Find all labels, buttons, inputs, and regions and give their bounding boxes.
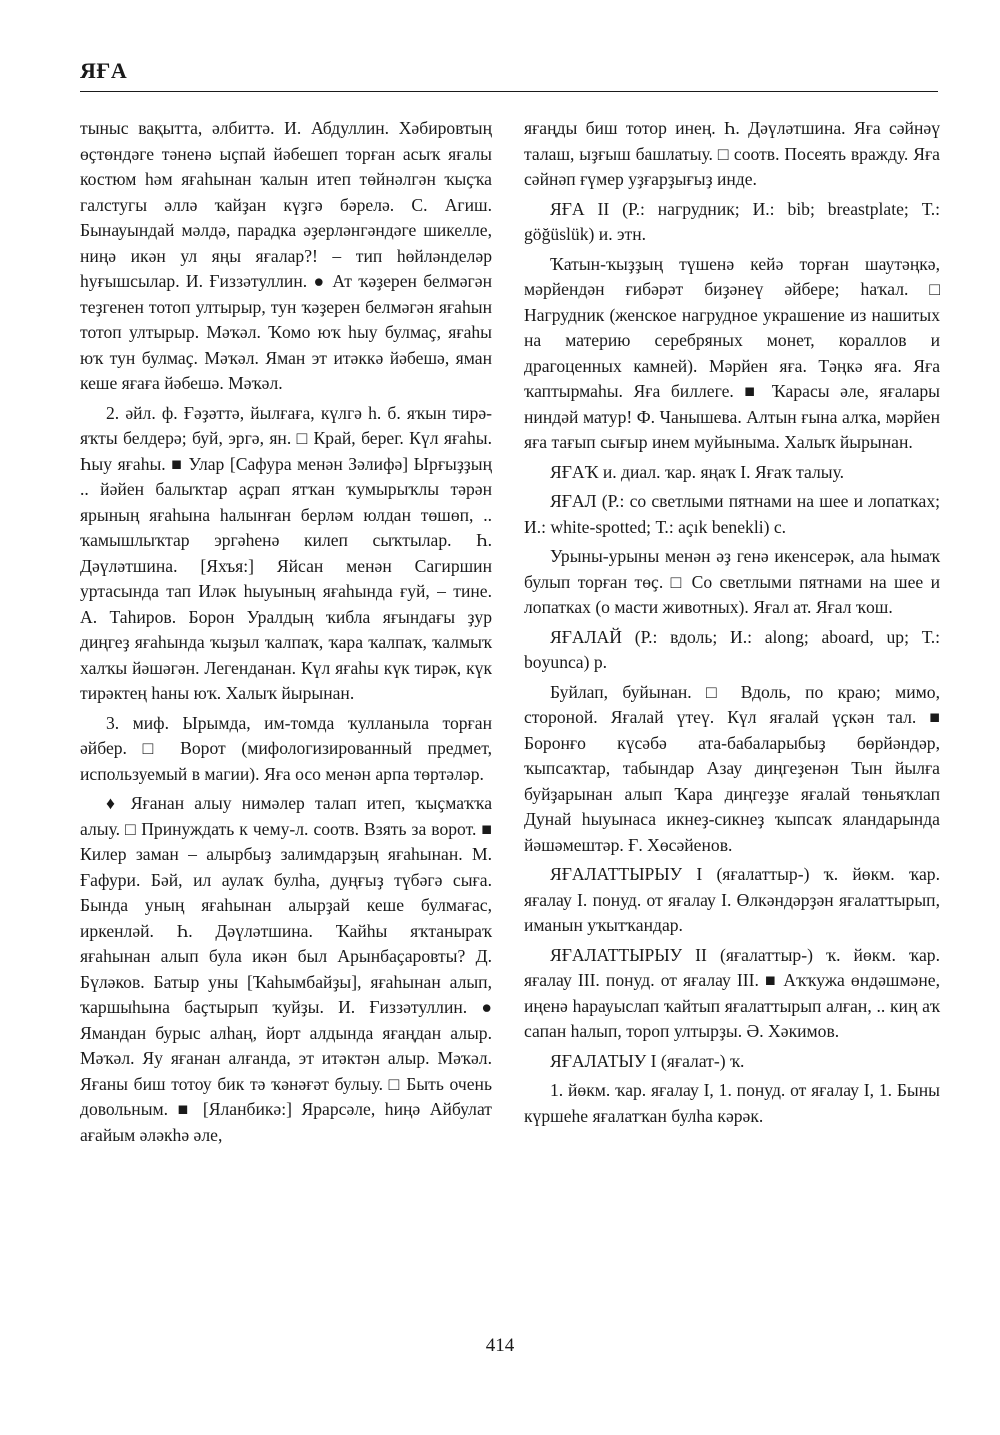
- right-column: [524, 116, 940, 1133]
- entry-paragraph: Ҡатын-ҡыҙҙың түшенә кейә торған шаутәңкә, мәрйендән ғибәрәт биҙәнеү әйбере; һаҡал. □ Нагрудник (женское нагрудное украшение из нашитых на материю серебряных монет, кораллов и драгоценных камней). Мәрйен яға. Тәңкә яға. Яға ҡаптырмаһы. Яға биллеге. ■ Ҡарасы әле, яғалары ниндәй матур! Ф. Чанышева. Алтын ғына алҡа, мәрйен яға тағып сығыр инем муйыныма. Халыҡ йырынан.: [524, 253, 940, 452]
- entry-headword: ЯҒАҠ и. диал. ҡар. яңаҡ I. Яғаҡ талыу.: [550, 461, 845, 482]
- entry-headword: ЯҒАЛАТТЫРЫУ II (яғалаттыр-) ҡ. йөкм. ҡар. яғалау III. понуд. от яғалау III. ■ Аҡҡужа өндәшмәне, иңенә һарауыслап ҡайтып яғалаттырып алған, .. киң аҡ сапан һалып, тороп ултырҙы. Ә. Хәкимов.: [524, 944, 940, 1041]
- entry-paragraph: Буйлап, буйынан. □ Вдоль, по краю; мимо, стороной. Яғалай үтеү. Күл яғалай үҫкән тал. ■ Боронғо күсәбә ата-бабаларыбыҙ бөрйәндәр, ҡыпсаҡтар, табындар Азау диңгеҙенән Тын йылға буйҙарынан алып Ҡара диңгеҙҙе яғалай төньяҡлап Дунай һыуынаса икнеҙ-сикнеҙ ҡыпсаҡ яландарында йәшәмештәр. Ғ. Хөсәйенов.: [524, 681, 940, 855]
- entry-headword: ЯҒАЛАЙ (Р.: вдоль; И.: along; aboard, up; Т.: boyunca) р.: [524, 626, 940, 672]
- entry-paragraph: 2. әйл. ф. Ғәҙәттә, йылғаға, күлгә һ. б. яҡын тирә-яҡты белдерә; буй, эргә, ян. □ Край, берег. Күл яғаһы. Һыу яғаһы. ■ Улар [Сафура менән Зәлифә] Ырғыҙҙың .. йәйен балыҡтар аҫрап ятҡан ҡумырыҡлы тәрән ярының яғаһына һалынған берләм юлдан төшөп, .. ҡамышлыҡтар эргәһенә килеп сыҡтылар. Һ. Дәүләтшина. [Яхъя:] Яйсан менән Сагиршин уртасында тап Иләк һыуының яғаһында ғуй, – тине. А. Таһиров. Борон Уралдың ҡибла яғындағы ҙур диңгеҙ яғаһында ҡыҙыл ҡалпаҡ, ҡара ҡалпаҡ, ҡалмыҡ халҡы йәшәгән. Легенданан. Күл яғаһы күк тирәк, күк тирәктең һаны юҡ. Халыҡ йырынан.: [80, 402, 492, 703]
- entry-paragraph: тыныс вақытта, әлбиттә. И. Абдуллин. Хәбировтың өҫтөндәге тәненә ыҫпай йәбешеп торған асыҡ яғалы костюм һәм яғаһынан ҡалын итеп төйнәлгән ҡыҫҡа галстугы әллә ҡайҙан күҙгә бәрелә. С. Агиш. Бынауындай мәлдә, парадка әҙерләнгәндәге шикелле, ниңә икән ул яңы яғалар?! – тип һөйләнделәр һуғышсылар. И. Ғиззәтуллин. ● Ат ҡәҙерен белмәгән теҙгенен тотоп ултырыр, тун ҡәҙерен белмәгән яғаһын тотоп ултырыр. Мәҡәл. Ҡомо юҡ һыу булмаҫ, яғаһы юҡ тун булмаҫ. Мәҡәл. Яман эт итәккә йәбешә, яман кеше яғаға йәбешә. Мәҡәл.: [80, 118, 492, 393]
- left-column: [80, 116, 492, 1152]
- entry-paragraph: 3. миф. Ырымда, им-томда ҡулланыла торған әйбер. □ Ворот (мифологизированный предмет, используемый в магии). Яға осо менән арпа төртәләр.: [80, 712, 492, 784]
- header-rule: [80, 91, 938, 92]
- entry-headword: ЯҒА II (Р.: нагрудник; И.: bib; breastplate; Т.: göğüslük) и. этн.: [524, 198, 940, 244]
- running-head: ЯҒА: [80, 58, 128, 83]
- entry-headword: ЯҒАЛ (Р.: со светлыми пятнами на шее и лопатках; И.: white-spotted; Т.: açık benekli) с.: [524, 491, 940, 537]
- entry-headword: ЯҒАЛАТЫУ I (яғалат-) ҡ.: [550, 1050, 745, 1071]
- entry-headword: ЯҒАЛАТТЫРЫУ I (яғалаттыр-) ҡ. йөкм. ҡар. яғалау I. понуд. от яғалау I. Өлкәндәрҙән яғалаттырып, иманын уҡытҡандар.: [524, 864, 940, 935]
- entry-paragraph: 1. йөкм. ҡар. яғалау I, 1. понуд. от яғалау I, 1. Быны күршеһе яғалатҡан булһа кәрәк.: [524, 1080, 940, 1126]
- entry-paragraph: яғаңды биш тотор инең. Һ. Дәүләтшина. Яға сәйнәү талаш, ыҙғыш башлатыу. □ соотв. Посеять вражду. Яға сәйнәп ғүмер уҙғарҙығыҙ инде.: [524, 118, 940, 189]
- entry-paragraph: Урыны-урыны менән әҙ генә икенсерәк, ала һымаҡ булып торған төҫ. □ Со светлыми пятнами на шее и лопатках (о масти животных). Яғал ат. Яғал ҡош.: [524, 546, 940, 617]
- entry-paragraph: ♦ Яғанан алыу нимәлер талап итеп, ҡыҫмаҡҡа алыу. □ Принуждать к чему-л. соотв. Взять за ворот. ■ Килер заман – алырбыҙ залимдарҙың яғаһынан. М. Ғафури. Бәй, ил аулаҡ булһа, дуңғыҙ түбәгә сыға. Бында уның яғаһынан алырҙай кеше булмағас, иркенләй. Һ. Дәүләтшина. Ҡайһы яҡтаныраҡ яғаһынан алып була икән был Арынбаҫаровты? Д. Бүләков. Батыр уны [Ҡаһымбайҙы], яғаһынан алып, ҡаршыһына баҫтырып ҡуйҙы. И. Ғиззәтуллин. ● Ямандан бурыс алһаң, йорт алдында яғаңдан алыр. Мәҡәл. Яу яғанан алғанда, эт итәктән алыр. Мәҡәл. Яғаны биш тотоу бик тә ҡәнәғәт булыу. □ Быть очень довольным. ■ [Яланбикә:] Ярарсәле, һиңә Айбулат ағайым әләкһә әле,: [80, 793, 492, 1145]
- page-number: 414: [485, 1335, 515, 1356]
